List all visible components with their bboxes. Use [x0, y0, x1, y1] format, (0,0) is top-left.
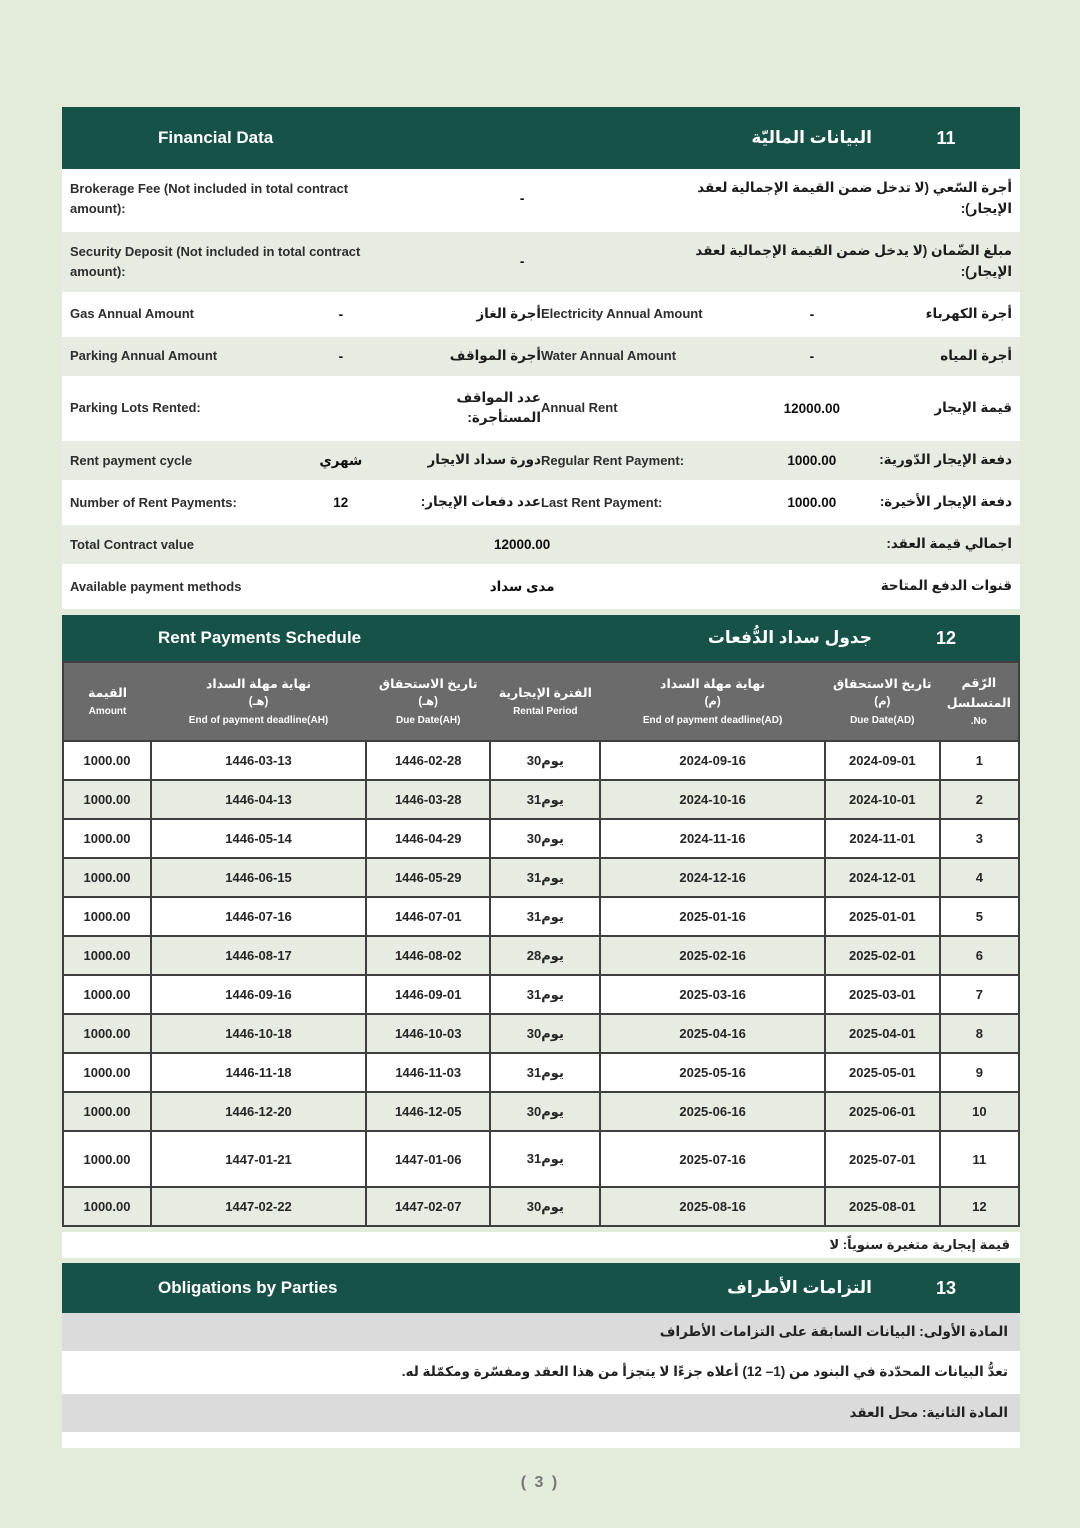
col-header-amount: القيمة Amount	[63, 662, 151, 741]
payment-row-9: 9 2025-05-01 2025-05-16 31يوم 1446-11-03 1446-11-18 1000.00	[63, 1053, 1019, 1092]
num-payments-value: 12	[333, 495, 349, 511]
gas-label-ar: أجرة الغاز	[476, 305, 541, 321]
section-title-arabic: البيانات الماليّة	[751, 128, 872, 147]
article-first-body: تعدُّ البيانات المحدّدة في البنود من (1– 12) أعلاه جزءًا لا يتجزأ من هذا العقد ومفسّرة ومكمّلة له.	[62, 1353, 1020, 1393]
payment-methods-label-en: Available payment methods	[70, 578, 242, 594]
payment-row-6: 6 2025-02-01 2025-02-16 28يوم 1446-08-02 1446-08-17 1000.00	[63, 936, 1019, 975]
section-title-english: Obligations by Parties	[158, 1278, 338, 1298]
payment-methods-label-ar: قنوات الدفع المتاحة	[880, 578, 1012, 594]
gas-value: -	[338, 306, 344, 322]
payment-row-3: 3 2024-11-01 2024-11-16 30يوم 1446-04-29 1446-05-14 1000.00	[63, 819, 1019, 858]
section-header-obligations	[62, 1263, 1020, 1313]
gas-annual-amount	[70, 304, 541, 325]
col-header-end-deadline-ah: نهاية مهلة السداد (هـ) End of payment deadline(AH)	[151, 662, 366, 741]
total-contract-value: 12000.00	[494, 537, 551, 553]
brokerage-fee-value: -	[519, 191, 525, 207]
section-title-arabic: التزامات الأطراف	[727, 1278, 872, 1298]
num-payments-label-ar: عدد دفعات الإيجار:	[420, 494, 541, 510]
total-contract-label-en: Total Contract value	[70, 536, 195, 552]
section-header-rent-schedule	[62, 615, 1020, 661]
gas-label-en: Gas Annual Amount	[70, 306, 194, 322]
row-parkinglots-annualrent	[62, 379, 1020, 442]
cycle-label-en: Rent payment cycle	[70, 452, 193, 468]
payment-row-8: 8 2025-04-01 2025-04-16 30يوم 1446-10-03 1446-10-18 1000.00	[63, 1014, 1019, 1053]
parking-value: -	[338, 348, 344, 364]
annual-rent-value: 12000.00	[783, 400, 840, 416]
electricity-value: -	[809, 306, 815, 322]
financial-data-rows	[62, 169, 1020, 609]
num-payments-label-en: Number of Rent Payments:	[70, 494, 237, 510]
parking-lots-label-en: Parking Lots Rented:	[70, 400, 201, 416]
water-annual-amount	[541, 346, 1012, 367]
col-header-rental-period: الفترة الإيجارية Rental Period	[490, 662, 600, 741]
last-payment-value: 1000.00	[787, 495, 837, 511]
last-rent-payment	[541, 492, 1012, 513]
payment-row-4: 4 2024-12-01 2024-12-16 31يوم 1446-05-29 1446-06-15 1000.00	[63, 858, 1019, 897]
water-label-ar: أجرة المياه	[940, 347, 1012, 363]
last-payment-label-ar: دفعة الإيجار الأخيرة:	[879, 494, 1012, 510]
row-numpayments-lastpayment	[62, 483, 1020, 525]
contract-card	[62, 107, 1020, 1448]
payment-row-1: 1 2024-09-01 2024-09-16 30يوم 1446-02-28 1446-03-13 1000.00	[63, 741, 1019, 780]
security-deposit-label-en: Security Deposit (Not included in total contract amount):	[70, 243, 361, 279]
parking-label-en: Parking Annual Amount	[70, 348, 218, 363]
security-deposit-label-ar: مبلغ الضّمان (لا يدخل ضمن القيمة الإجمالية لعقد الإيجار):	[695, 242, 1012, 279]
regular-payment-label-en: Regular Rent Payment:	[541, 452, 685, 468]
section-title-english: Financial Data	[158, 128, 274, 147]
rent-payment-cycle	[70, 450, 541, 471]
section-number: 13	[935, 1277, 957, 1298]
cycle-value: شهري	[319, 452, 363, 468]
number-of-rent-payments	[70, 492, 541, 513]
col-header-due-date-ad: تاريخ الاستحقاق (م) Due Date(AD)	[825, 662, 940, 741]
payment-row-12: 12 2025-08-01 2025-08-16 30يوم 1447-02-07 1447-02-22 1000.00	[63, 1187, 1019, 1226]
regular-payment-label-ar: دفعة الإيجار الدّورية:	[879, 452, 1012, 468]
variable-rent-note: قيمة إيجارية متغيرة سنوياً: لا	[62, 1232, 1020, 1258]
row-cycle-regularpayment	[62, 441, 1020, 483]
last-payment-label-en: Last Rent Payment:	[541, 494, 663, 510]
row-security-deposit	[62, 232, 1020, 295]
row-parking-water	[62, 337, 1020, 379]
payment-row-2: 2 2024-10-01 2024-10-16 31يوم 1446-03-28 1446-04-13 1000.00	[63, 780, 1019, 819]
regular-rent-payment	[541, 450, 1012, 471]
water-label-en: Water Annual Amount	[541, 348, 677, 363]
article-second-heading: المادة الثانية: محل العقد	[62, 1394, 1020, 1434]
article-first-heading: المادة الأولى: البيانات السابقة على التزامات الأطراف	[62, 1313, 1020, 1353]
annual-rent-label-en: Annual Rent	[541, 400, 618, 416]
parking-lots-label-ar: عدد المواقف المستأجرة:	[456, 389, 541, 426]
col-header-due-date-ah: تاريخ الاستحقاق (هـ) Due Date(AH)	[366, 662, 490, 741]
parking-lots-rented	[70, 388, 541, 430]
total-contract-label-ar: اجمالي قيمة العقد:	[886, 536, 1012, 552]
electricity-label-ar: أجرة الكهرباء	[925, 305, 1012, 321]
rent-payments-table-header	[63, 662, 1019, 741]
annual-rent	[541, 398, 1012, 419]
electricity-annual-amount	[541, 304, 1012, 325]
parking-label-ar: أجرة المواقف	[449, 347, 541, 363]
cycle-label-ar: دورة سداد الايجار	[427, 452, 541, 468]
row-total-contract-value	[62, 525, 1020, 567]
section-title-arabic: جدول سداد الدُّفعات	[707, 628, 872, 648]
card-bottom-spacer	[62, 1434, 1020, 1448]
section-header-financial-data	[62, 107, 1020, 169]
regular-payment-value: 1000.00	[787, 453, 837, 469]
row-payment-methods	[62, 567, 1020, 609]
row-brokerage-fee	[62, 169, 1020, 232]
security-deposit-value: -	[519, 254, 525, 270]
parking-annual-amount	[70, 346, 541, 367]
col-header-end-deadline-ad: نهاية مهلة السداد (م) End of payment deadline(AD)	[600, 662, 825, 741]
water-value: -	[809, 348, 815, 364]
payment-row-11: 11 2025-07-01 2025-07-16 31يوم 1447-01-06 1447-01-21 1000.00	[63, 1131, 1019, 1187]
annual-rent-label-ar: قيمة الإيجار	[934, 399, 1012, 415]
electricity-label-en: Electricity Annual Amount	[541, 306, 703, 322]
section-number: 12	[935, 627, 957, 648]
section-title-english: Rent Payments Schedule	[158, 628, 362, 648]
payment-row-5: 5 2025-01-01 2025-01-16 31يوم 1446-07-01 1446-07-16 1000.00	[63, 897, 1019, 936]
payment-methods-value: مدى سداد	[489, 578, 555, 594]
brokerage-fee-label-ar: أجرة السّعي (لا تدخل ضمن القيمة الإجمالية لعقد الإيجار):	[697, 180, 1012, 216]
col-header-no: الرّقم المتسلسل No.	[940, 662, 1019, 741]
payment-row-7: 7 2025-03-01 2025-03-16 31يوم 1446-09-01 1446-09-16 1000.00	[63, 975, 1019, 1014]
rent-payments-table	[62, 661, 1020, 1227]
payment-row-10: 10 2025-06-01 2025-06-16 30يوم 1446-12-05 1446-12-20 1000.00	[63, 1092, 1019, 1131]
row-gas-electricity	[62, 295, 1020, 337]
page-number: ( 3 )	[520, 1474, 560, 1491]
section-number: 11	[936, 127, 956, 148]
brokerage-fee-label-en: Brokerage Fee (Not included in total contract amount):	[70, 180, 349, 216]
